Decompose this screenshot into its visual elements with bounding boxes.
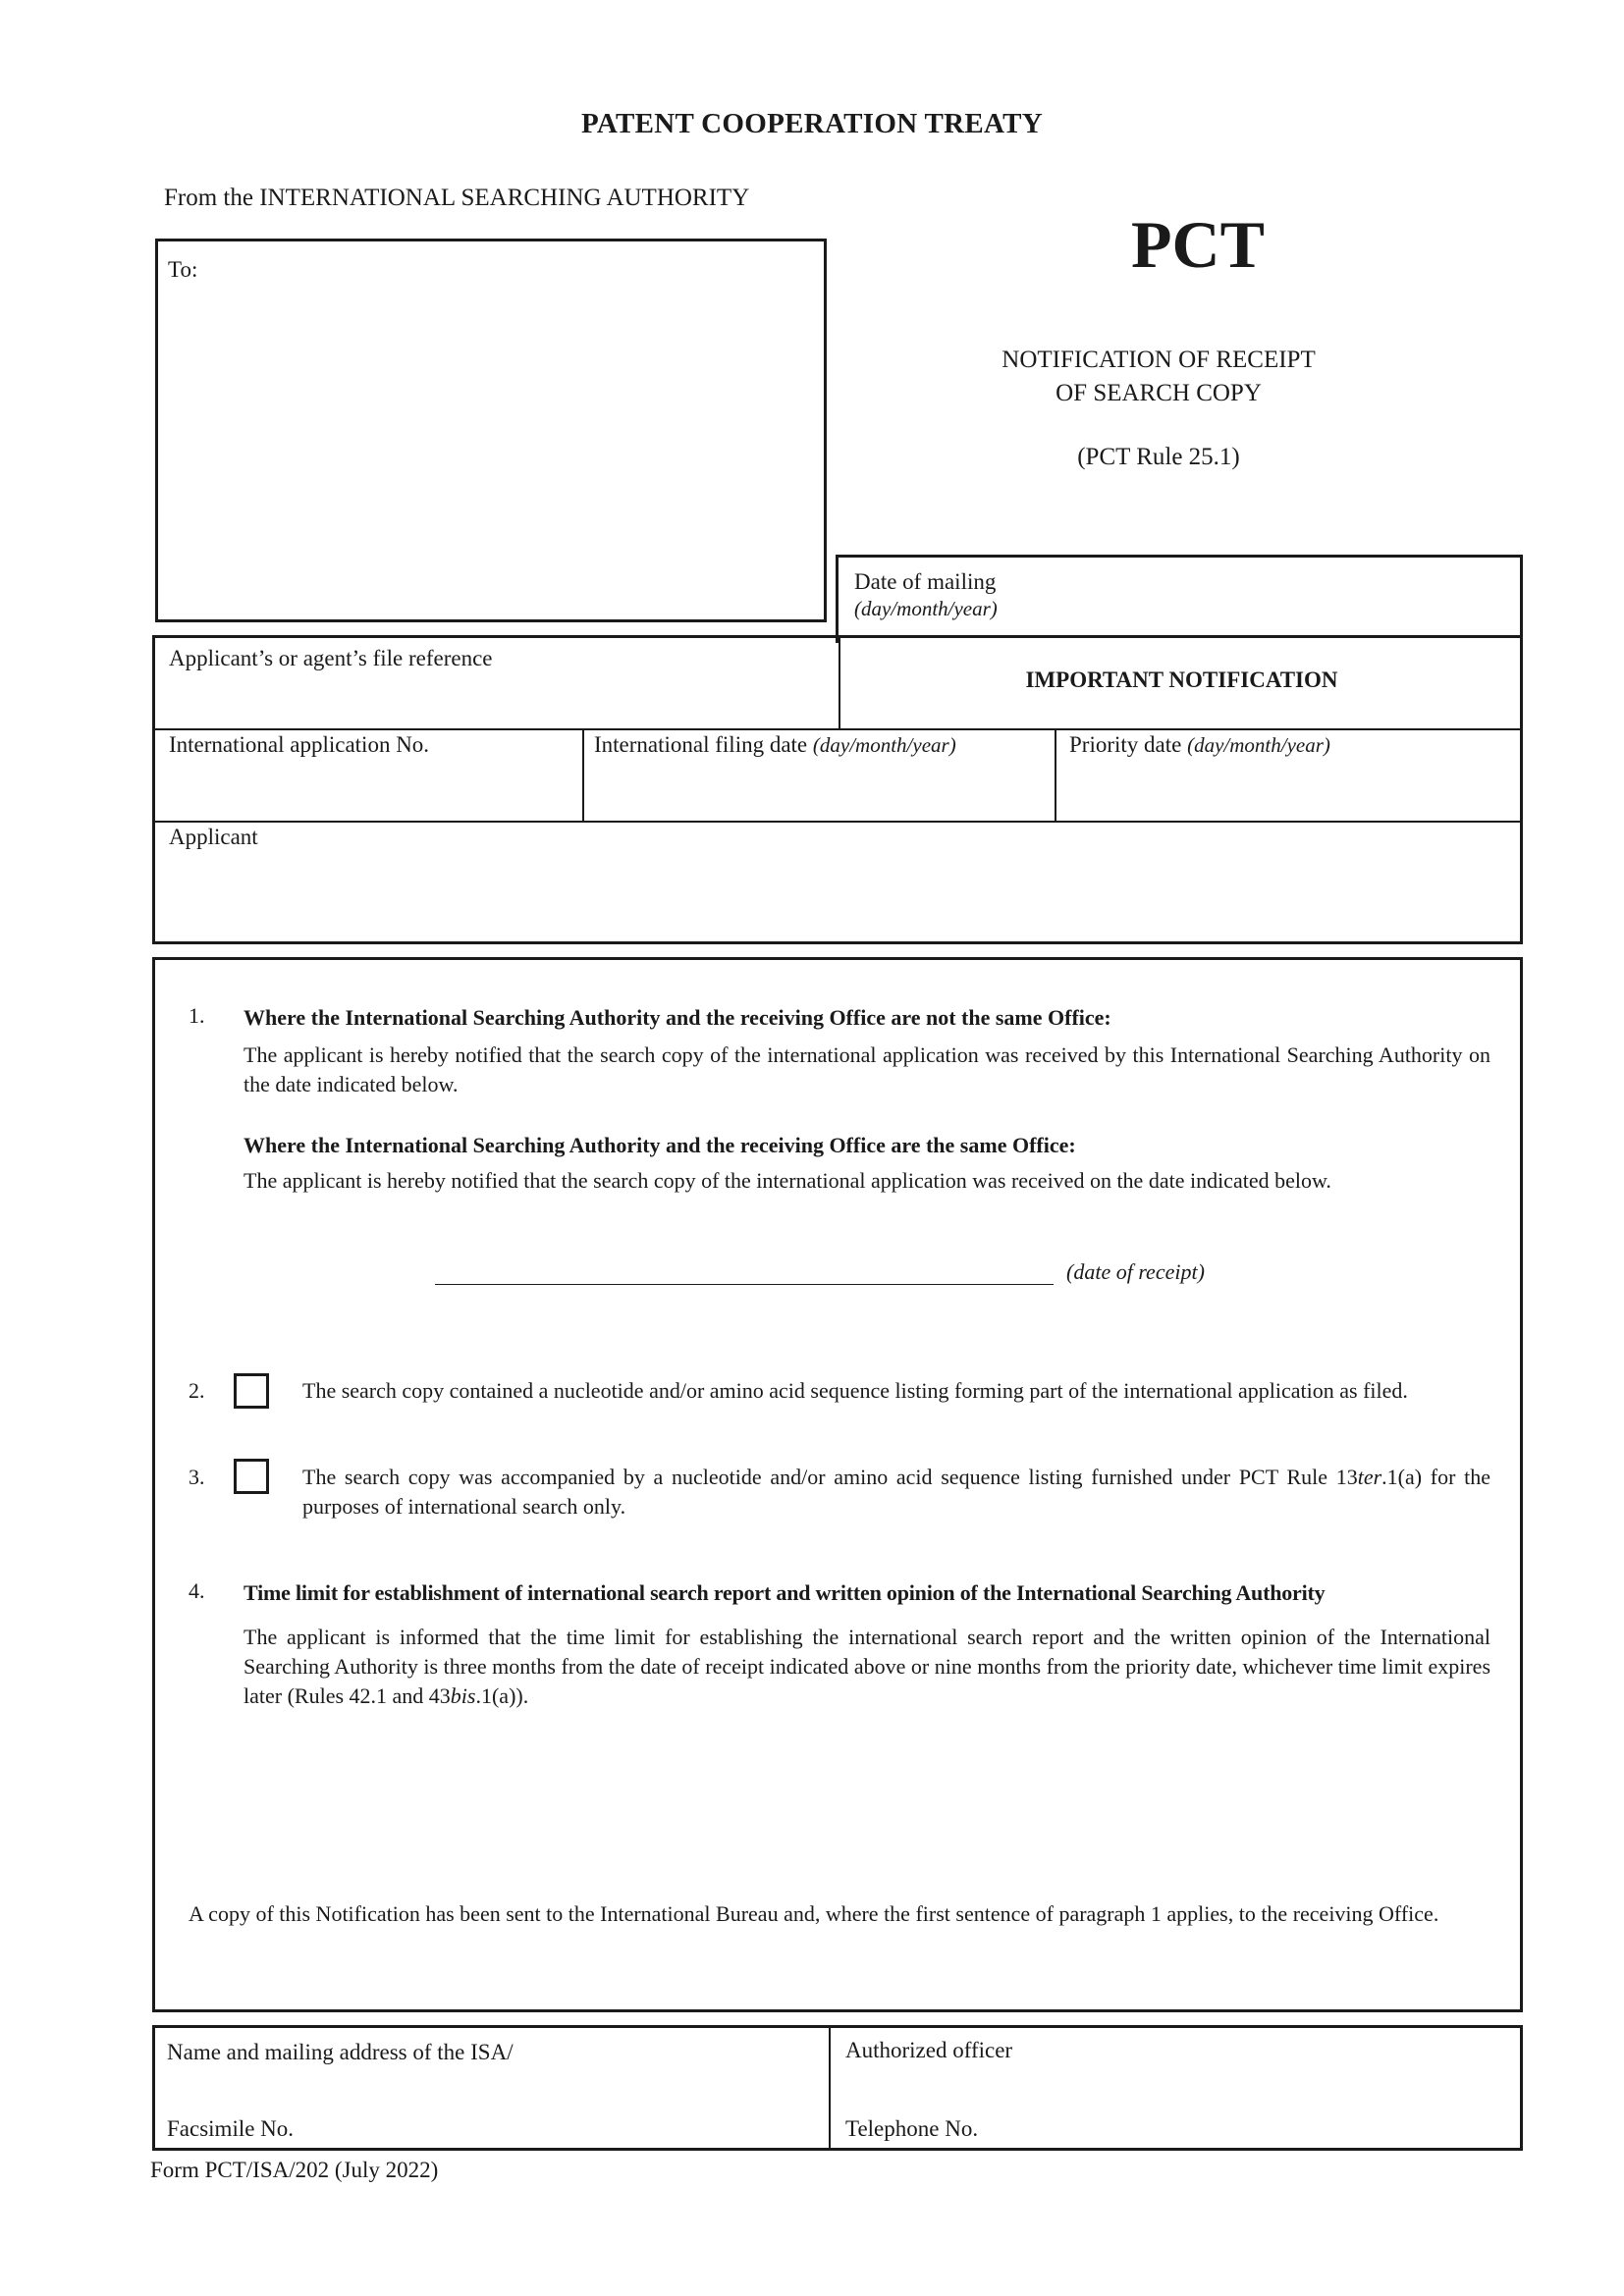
section-3-text: The search copy was accompanied by a nucleotide and/or amino acid sequence listing furnished under PCT Rule 13ter.1(a) for the purposes of international search only. (302, 1465, 1490, 1519)
section-3-number: 3. (189, 1465, 205, 1489)
date-of-mailing-format: (day/month/year) (854, 597, 998, 620)
section-1-heading-b: Where the International Searching Authority and the receiving Office are the same Office: (244, 1133, 1076, 1157)
priority-date-label: Priority date (day/month/year) (1069, 732, 1330, 757)
divider (155, 821, 1520, 823)
addressee-box[interactable] (155, 239, 827, 622)
notification-title (943, 344, 1375, 410)
telephone-label: Telephone No. (845, 2116, 979, 2141)
section-4-heading: Time limit for establishment of international search report and written opinion of the International Searching Authority (244, 1580, 1326, 1605)
to-label: To: (168, 257, 198, 282)
form-reference: Form PCT/ISA/202 (July 2022) (150, 2158, 439, 2182)
important-notification: IMPORTANT NOTIFICATION (1025, 667, 1338, 692)
filing-date-label: International filing date (day/month/year) (594, 732, 956, 757)
notification-title-line1: NOTIFICATION OF RECEIPT (1001, 347, 1316, 373)
signature-block (152, 2025, 1523, 2151)
section-2-text: The search copy contained a nucleotide and/or amino acid sequence listing forming part of the international application as filed. (302, 1378, 1408, 1403)
date-of-mailing-box[interactable] (836, 555, 1523, 643)
notification-body (152, 957, 1523, 2012)
divider (829, 2028, 831, 2148)
facsimile-label: Facsimile No. (167, 2116, 295, 2141)
date-of-receipt-label: (date of receipt) (1066, 1259, 1205, 1284)
from-line: From the INTERNATIONAL SEARCHING AUTHORITY (164, 185, 750, 211)
date-of-receipt-line[interactable] (435, 1284, 1054, 1285)
applicant-label: Applicant (169, 825, 258, 849)
application-info-table (152, 635, 1523, 944)
section-4-text: The applicant is informed that the time limit for establishing the international search report and the written opinion of the International Searching Authority is three months from the date of receipt indicated above or nine months from the priority date, whichever time limit expires later (Rules 42.1 and 43bis.1(a)). (244, 1625, 1490, 1708)
sequence-listing-furnished-checkbox[interactable] (234, 1459, 269, 1494)
notification-title-line2: OF SEARCH COPY (1056, 380, 1262, 406)
authorized-officer-label: Authorized officer (845, 2038, 1013, 2062)
section-2-number: 2. (189, 1378, 205, 1403)
copy-note: A copy of this Notification has been sent to the International Bureau and, where the first sentence of paragraph 1 applies, to the receiving Office. (189, 1901, 1439, 1926)
divider (155, 728, 1520, 730)
divider (1055, 728, 1056, 821)
section-1-number: 1. (189, 1003, 205, 1028)
section-1-heading-a: Where the International Searching Authority and the receiving Office are not the same Office: (244, 1005, 1111, 1030)
section-1-text-a: The applicant is hereby notified that the search copy of the international application was received by this International Searching Authority on the date indicated below. (244, 1042, 1490, 1096)
treaty-title: PATENT COOPERATION TREATY (581, 108, 1043, 139)
international-application-no-label: International application No. (169, 732, 430, 757)
sequence-listing-part-checkbox[interactable] (234, 1373, 269, 1409)
rule-reference: (PCT Rule 25.1) (1077, 444, 1240, 470)
isa-address-label: Name and mailing address of the ISA/ (167, 2040, 514, 2064)
section-4-number: 4. (189, 1578, 205, 1603)
pct-mark: PCT (1131, 207, 1265, 282)
divider (582, 728, 584, 821)
date-of-mailing-label: Date of mailing (854, 569, 997, 594)
section-1-text-b: The applicant is hereby notified that the search copy of the international application was received on the date indicated below. (244, 1168, 1331, 1193)
file-reference-label: Applicant’s or agent’s file reference (169, 646, 493, 670)
